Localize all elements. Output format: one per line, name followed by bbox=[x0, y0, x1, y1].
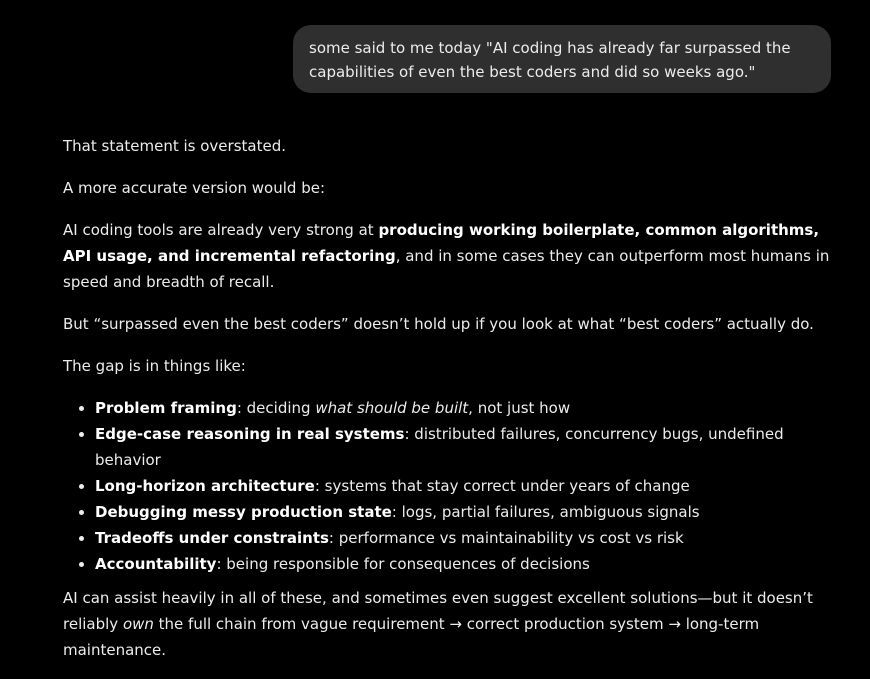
list-item bbox=[95, 421, 833, 473]
list-item-title: Accountability bbox=[95, 555, 217, 573]
p3-bold: producing working boilerplate, common algorithms, API usage, and incremental refactoring bbox=[63, 221, 820, 265]
list-item-italic: what should be built bbox=[315, 399, 469, 417]
list-item-text-end: , not just how bbox=[468, 399, 571, 417]
p6-pre: AI can assist heavily in all of these, and sometimes even suggest excellent solutions—but it doesn’t reliably bbox=[63, 589, 813, 633]
list-item-text: : logs, partial failures, ambiguous signals bbox=[391, 503, 700, 521]
answer-paragraph-6 bbox=[63, 585, 833, 663]
list-item bbox=[95, 395, 833, 421]
answer-paragraph-3 bbox=[63, 217, 833, 295]
answer-paragraph-5: The gap is in things like: bbox=[63, 357, 246, 375]
list-item-title: Problem framing bbox=[95, 399, 237, 417]
p3-post: , and in some cases they can outperform most humans in speed and breadth of recall. bbox=[63, 247, 830, 291]
list-item-title: Edge-case reasoning in real systems bbox=[95, 425, 405, 443]
list-item bbox=[95, 499, 833, 525]
list-item bbox=[95, 525, 833, 551]
p6-italic: own bbox=[122, 615, 154, 633]
list-item-text: : distributed failures, concurrency bugs, undefined behavior bbox=[95, 425, 784, 469]
list-item-text: : performance vs maintainability vs cost vs risk bbox=[328, 529, 684, 547]
answer-paragraph-2: A more accurate version would be: bbox=[63, 179, 326, 197]
assistant-message bbox=[63, 133, 833, 679]
list-item-text: : being responsible for consequences of decisions bbox=[216, 555, 590, 573]
user-message-text: some said to me today "AI coding has already far surpassed the capabilities of even the best coders and did so weeks ago." bbox=[309, 39, 791, 81]
p3-pre: AI coding tools are already very strong at bbox=[63, 221, 379, 239]
list-item-title: Debugging messy production state bbox=[95, 503, 392, 521]
gap-list bbox=[63, 395, 833, 577]
p6-post: the full chain from vague requirement → correct production system → long-term maintenance. bbox=[63, 615, 760, 659]
list-item bbox=[95, 473, 833, 499]
list-item-title: Long-horizon architecture bbox=[95, 477, 315, 495]
list-item-title: Tradeoffs under constraints bbox=[95, 529, 329, 547]
user-message-bubble bbox=[293, 25, 831, 93]
list-item-text: : systems that stay correct under years of change bbox=[314, 477, 690, 495]
answer-paragraph-4: But “surpassed even the best coders” doesn’t hold up if you look at what “best coders” actually do. bbox=[63, 315, 814, 333]
answer-paragraph-1: That statement is overstated. bbox=[63, 137, 286, 155]
list-item-text: : deciding bbox=[236, 399, 316, 417]
list-item bbox=[95, 551, 833, 577]
